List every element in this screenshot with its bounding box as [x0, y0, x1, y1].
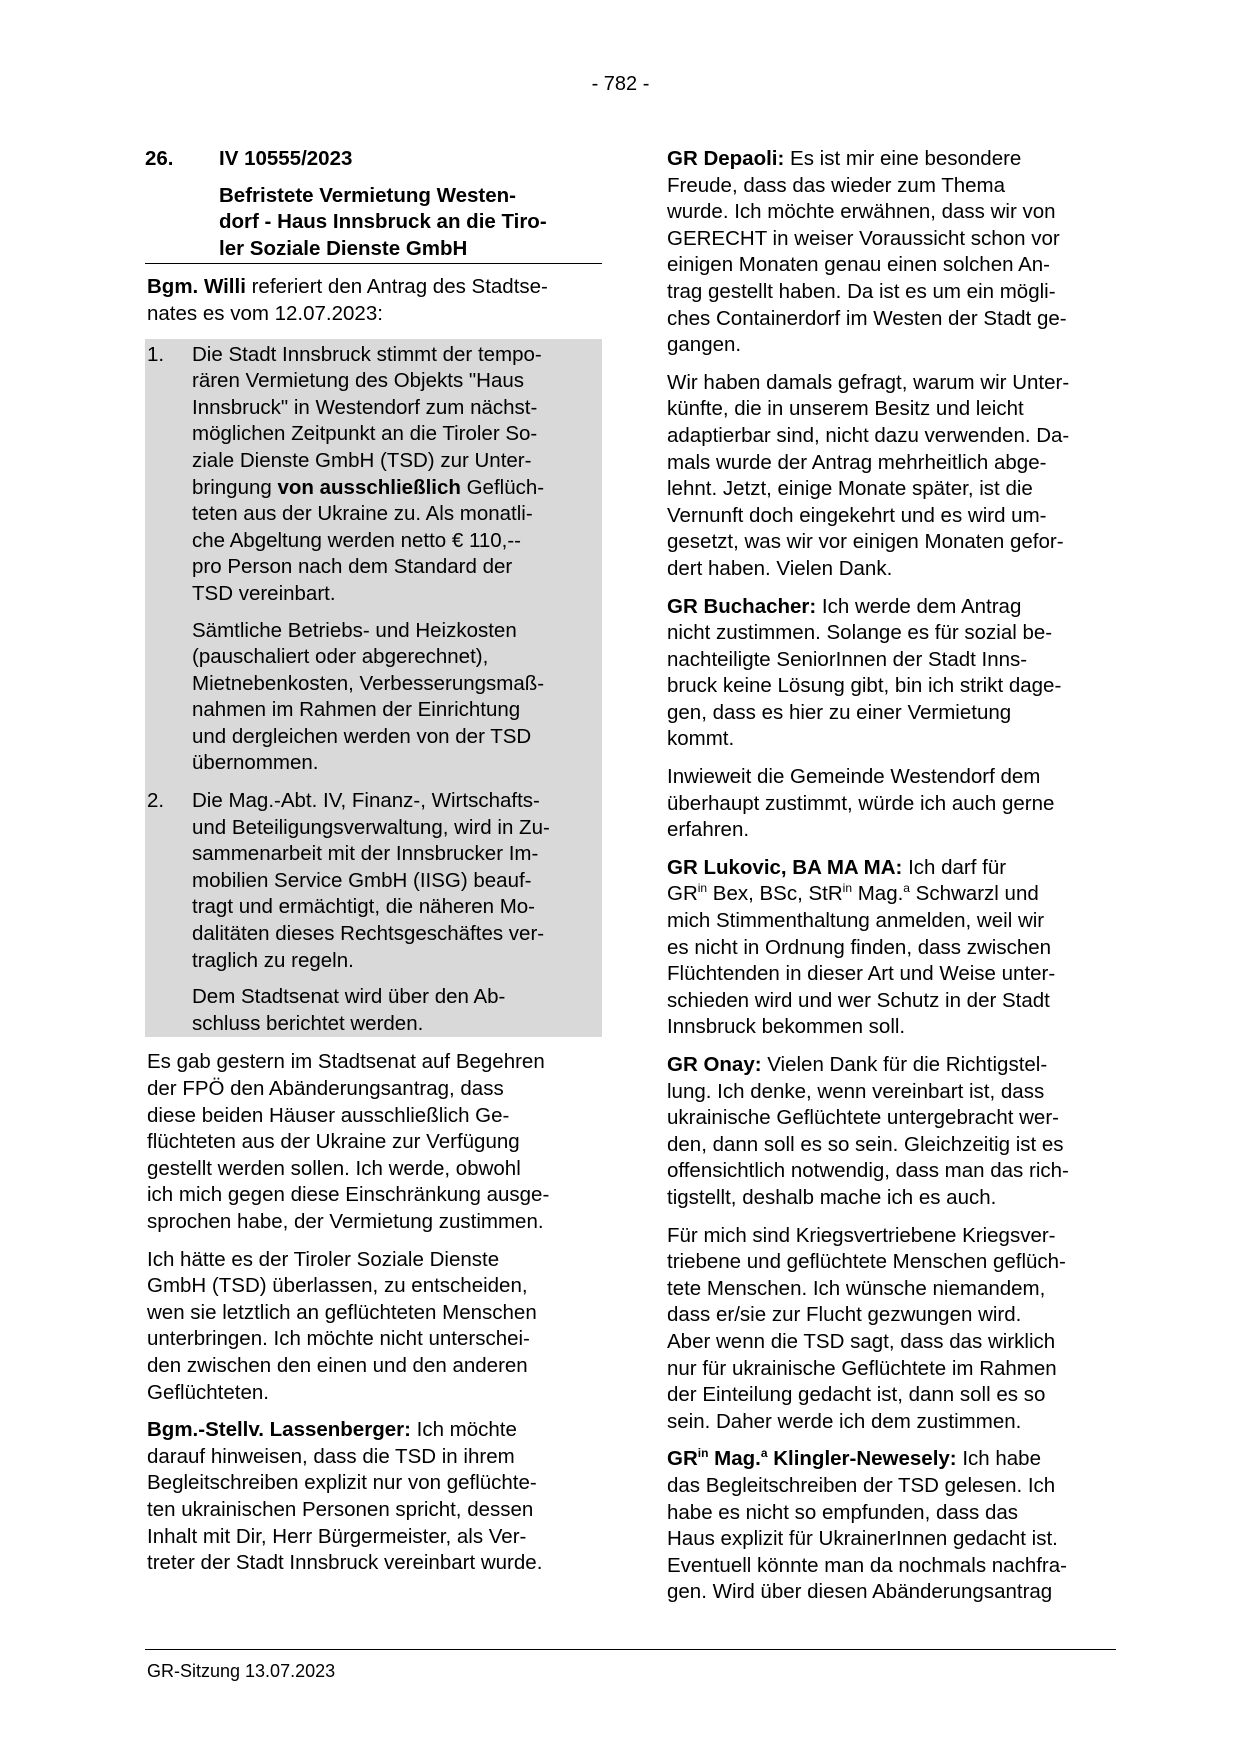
speaker-name: GR Lukovic, BA MA MA: [667, 855, 903, 879]
motion-box [145, 339, 602, 1038]
text-line: teten aus der Ukraine zu. Als monatli- [192, 502, 533, 526]
right-column [667, 146, 1115, 1617]
agenda-item-header [145, 146, 602, 264]
text-line: pro Person nach dem Standard der [192, 555, 513, 579]
intro-paragraph [147, 274, 602, 327]
motion-subparagraph: Dem Stadtsenat wird über den Ab- schluss berichtet werden. [192, 985, 506, 1035]
speaker-name: GR Buchacher: [667, 594, 817, 618]
speech-paragraph: GR Depaoli: Es ist mir eine besondere Freude, dass das wieder zum Thema wurde. Ich möchte erwähnen, dass wir von GERECHT in weiser Voraussicht schon vor einigen Monaten genau einen solchen An- trag gestellt haben. Da ist es um ein mögli- ches Containerdorf im Westen der Stadt ge- gangen. [667, 147, 1067, 357]
left-column [147, 146, 602, 1588]
speaker-name: Bgm.-Stellv. Lassenberger: [147, 1418, 411, 1442]
speech-paragraph: GR Lukovic, BA MA MA: Ich darf für $GR^{in}$ Bex, BSc, StR$^{in}$ Mag.$^a$ Schwarzl und mich Stimmenthaltung anmelden, weil wir es nicht in Ordnung finden, dass zwischen Flüchtenden in dieser Art und Weise unter- schieden wird und wer Schutz in der Stadt Innsbruck bekommen soll. [667, 855, 1056, 1039]
speech-paragraph: GR Onay: Vielen Dank für die Richtigstel- lung. Ich denke, wenn vereinbart ist, dass ukrainische Geflüchtete untergebracht wer- den, dann soll es so sein. Gleichzeitig ist es offensichtlich notwendig, dass man das rich- tigstellt, deshalb mache ich es auch. [667, 1053, 1069, 1209]
paragraph: Wir haben damals gefragt, warum wir Unter- künfte, die in unserem Besitz und leicht adaptierbar sind, nicht dazu verwenden. Da- mals wurde der Antrag mehrheitlich abge- lehnt. Jetzt, einige Monate später, ist die Vernunft doch eingekehrt und es wird um- gesetzt, was wir vor einigen Monaten gefor- dert haben. Vielen Dank. [667, 370, 1070, 580]
paragraph: Für mich sind Kriegsvertriebene Kriegsver- triebene und geflüchtete Menschen geflüch- tete Menschen. Ich wünsche niemandem, dass er/sie zur Flucht gezwungen wird. Aber wenn die TSD sagt, dass das wirklich nur für ukrainische Geflüchtete im Rahmen der Einteilung gedacht ist, dann soll es so sein. Daher werde ich dem zustimmen. [667, 1223, 1066, 1433]
footer-divider [145, 1649, 1116, 1650]
speech-paragraph: $GR^{in}$ Mag.$^a$ Klingler-Newesely: Ich habe das Begleitschreiben der TSD gelesen. Ich habe es nicht so empfunden, dass das Haus explizit für UkrainerInnen gedacht ist. Eventuell könnte man da nochmals nachfra- gen. Wird über diesen Abänderungsantrag [667, 1446, 1067, 1604]
title-line: ler Soziale Dienste GmbH [219, 236, 468, 260]
text-line: nates es vom 12.07.2023: [147, 301, 383, 325]
paragraph: Inwieweit die Gemeinde Westendorf dem überhaupt zustimmt, würde ich auch gerne erfahren. [667, 765, 1055, 842]
text-line: rären Vermietung des Objekts "Haus [192, 369, 525, 393]
text-line: Innsbruck" in Westendorf zum nächst- [192, 395, 538, 419]
page-number: - 782 - [591, 73, 650, 95]
agenda-item-number: 26. [145, 147, 174, 170]
text-line: bringung von ausschließlich Geflüch- [192, 475, 545, 499]
speaker-name: GR Depaoli: [667, 147, 785, 170]
emphasis: von ausschließlich [277, 475, 461, 499]
footer-session-date: GR-Sitzung 13.07.2023 [147, 1661, 336, 1681]
motion-number: 2. [147, 789, 165, 813]
paragraph: Ich hätte es der Tiroler Soziale Dienste GmbH (TSD) überlassen, zu entscheiden, wen sie letztlich an geflüchteten Menschen unterbringen. Ich möchte nicht unterschei- den zwischen den einen und den anderen Geflüchteten. [147, 1247, 537, 1404]
title-line: dorf - Haus Innsbruck an die Tiro- [219, 210, 547, 234]
motion-item-2: 2. Die Mag.-Abt. IV, Finanz-, Wirtschafts- und Beteiligungsverwaltung, wird in Zu- sammenarbeit mit der Innsbrucker Im- mobilien Service GmbH (IISG) beauf- tragt und ermächtigt, die näheren Mo- dalitäten dieses Rechtsgeschäftes ver- traglich zu regeln. [147, 788, 602, 974]
text-line: che Abgeltung werden netto € 110,-- [192, 528, 521, 552]
text-line: TSD vereinbart. [192, 581, 336, 605]
text-line: Die Stadt Innsbruck stimmt der tempo- [192, 342, 542, 366]
text-line: ziale Dienste GmbH (TSD) zur Unter- [192, 448, 532, 472]
speech-paragraph: GR Buchacher: Ich werde dem Antrag nicht zustimmen. Solange es für sozial be- nachteiligte SeniorInnen der Stadt Inns- bruck keine Lösung gibt, bin ich strikt dage- gen, dass es hier zu einer Vermietung kommt. [667, 594, 1062, 751]
title-line: Befristete Vermietung Westen- [219, 183, 516, 207]
agenda-item-code: IV 10555/2023 [219, 147, 353, 170]
motion-subparagraph: Sämtliche Betriebs- und Heizkosten (pauschaliert oder abgerechnet), Mietnebenkosten, Verbesserungsmaß- nahmen im Rahmen der Einrichtung und dergleichen werden von der TSD übernommen. [192, 618, 545, 775]
agenda-item-title [219, 183, 602, 263]
speaker-name: $GR^{in}$ Mag.$^a$ Klingler-Newesely: [667, 1446, 957, 1471]
text-line: referiert den Antrag des Stadtse- [245, 275, 548, 299]
text-line: möglichen Zeitpunkt an die Tiroler So- [192, 422, 538, 446]
paragraph: Es gab gestern im Stadtsenat auf Begehren der FPÖ den Abänderungsantrag, dass diese beiden Häuser ausschließlich Ge- flüchteten aus der Ukraine zur Verfügung gestellt werden sollen. Ich werde, obwohl ich mich gegen diese Einschränkung ausge- sprochen habe, der Vermietung zustimmen. [147, 1050, 550, 1233]
motion-number: 1. [147, 342, 165, 366]
speech-paragraph: Bgm.-Stellv. Lassenberger: Ich möchte darauf hinweisen, dass die TSD in ihrem Begleitschreiben explizit nur von geflüchte- ten ukrainischen Personen spricht, dessen Inhalt mit Dir, Herr Bürgermeister, als Ver- treter der Stadt Innsbruck vereinbart wurde. [147, 1418, 543, 1575]
speaker-name: GR Onay: [667, 1053, 762, 1076]
motion-item-1 [147, 342, 602, 608]
speaker-name: Bgm. Willi [147, 275, 246, 299]
